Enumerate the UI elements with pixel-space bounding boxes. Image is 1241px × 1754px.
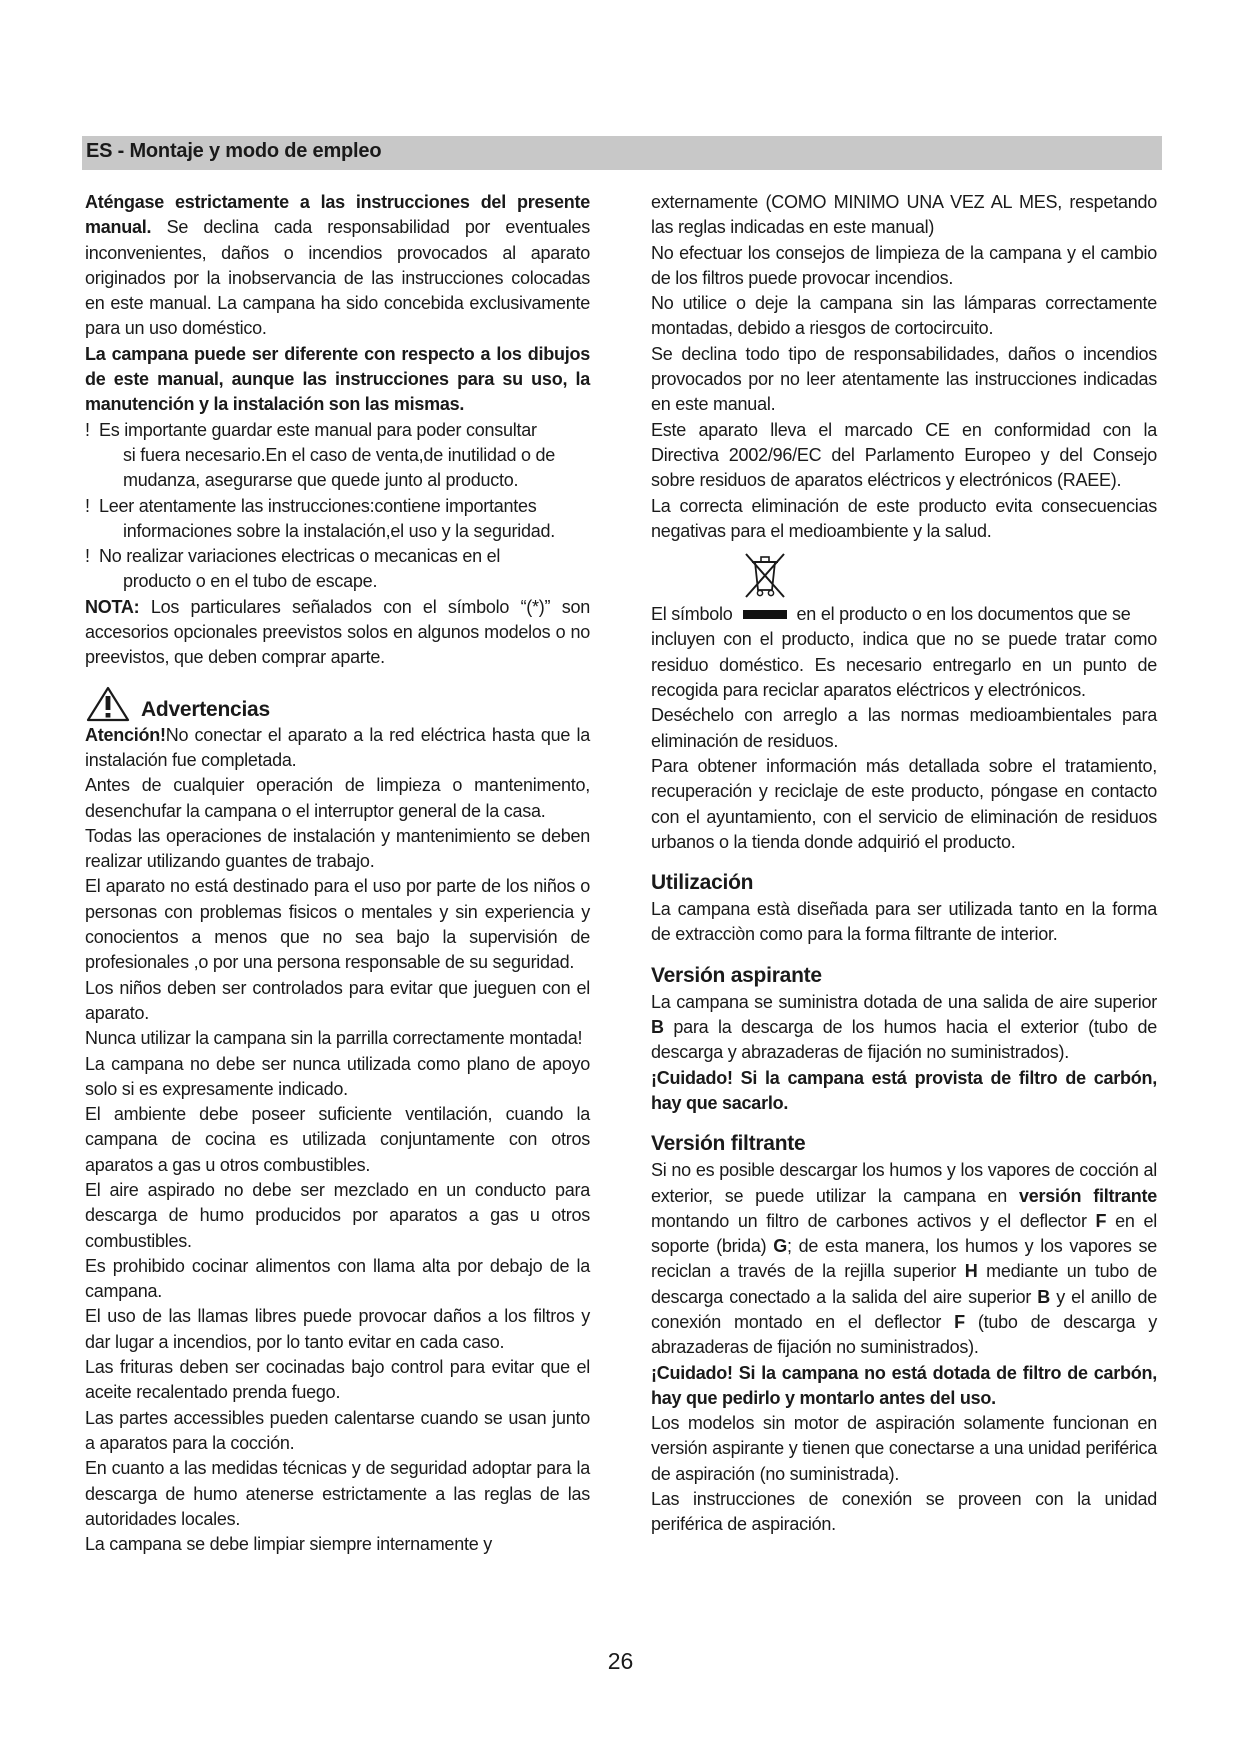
warning-paragraph: En cuanto a las medidas técnicas y de seguridad adoptar para la descarga de humo atenerse estrictamente a las reglas de las autoridades locales. xyxy=(85,1458,590,1529)
nota-text: Los particulares señalados con el símbolo “(*)” son accesorios opcionales preevistos solos en algunos modelos o no preevistos, que deben comprar aparte. xyxy=(85,596,590,668)
info-paragraph: No efectuar los consejos de limpieza de la campana y el cambio de los filtros puede provocar incendios. xyxy=(651,242,1157,288)
bullet-item xyxy=(85,494,590,519)
bullet-mark: ! xyxy=(85,546,90,567)
intro-paragraph xyxy=(85,190,590,342)
bullet-mark: ! xyxy=(85,495,90,516)
page-number: 26 xyxy=(607,1648,634,1674)
warning-paragraph: El uso de las llamas libres puede provocar daños a los filtros y dar lugar a incendios, por lo tanto evitar en cada caso. xyxy=(85,1306,590,1352)
bullet-continuation: informaciones sobre la instalación,el uso y la seguridad. xyxy=(123,520,555,541)
filter-text: mediante un tubo de descarga conectado a la salida del aire superior xyxy=(651,1261,1157,1307)
weee-paragraph: incluyen con el producto, indica que no se puede tratar como residuo doméstico. Es necesario entregarlo en un punto de recogida para reciclar aparatos eléctricos y electrónicos. xyxy=(651,629,1157,701)
weee-bar-icon xyxy=(743,610,787,619)
warning-paragraph: El ambiente debe poseer suficiente ventilación, cuando la campana de cocina es utilizada conjuntamente con otros aparatos a gas u otros combustibles. xyxy=(85,1104,590,1175)
section-header-bar xyxy=(82,136,1162,170)
recycling-info-paragraph: Para obtener información más detallada sobre el tratamiento, recuperación y reciclaje de este producto, póngase en contacto con el ayuntamiento, con el servicio de eliminación de residuos urbanos o la tienda donde adquirió el producto. xyxy=(651,755,1157,852)
part-letter: H xyxy=(964,1261,978,1282)
ce-paragraph: Este aparato lleva el marcado CE en conformidad con la Directiva 2002/96/EC del Parlamento Europeo y del Consejo sobre residuos de aparatos eléctricos y electrónicos (RAEE). xyxy=(651,419,1157,491)
filter-text: y el anillo de conexión montado en el deflector xyxy=(651,1286,1157,1332)
no-motor-paragraph: Los modelos sin motor de aspiración solamente funcionan en versión aspirante y tienen que conectarse a una unidad periférica de aspiración (no suministrada). xyxy=(651,1413,1157,1484)
attention-label: Atención! xyxy=(85,724,166,745)
warning-paragraph: Las partes accessibles pueden calentarse cuando se usan junto a aparatos para la cocción. xyxy=(85,1407,590,1453)
filter-heading: Versión filtrante xyxy=(651,1132,806,1156)
bullet-mark: ! xyxy=(85,419,90,440)
bullet-first-line: Leer atentamente las instrucciones:contiene importantes xyxy=(99,495,537,516)
warning-paragraph: Los niños deben ser controlados para evitar que jueguen con el aparato. xyxy=(85,977,590,1023)
extraction-heading: Versión aspirante xyxy=(651,963,822,987)
warning-paragraph: Todas las operaciones de instalación y mantenimiento se deben realizar utilizando guantes de trabajo. xyxy=(85,825,590,872)
part-letter: B xyxy=(651,1017,664,1038)
filter-text: ; de esta manera, los humos y los vapores se reciclan a través de la rejilla superior xyxy=(651,1236,1157,1282)
filter-text: en el soporte (brida) xyxy=(651,1210,1157,1257)
warnings-heading-text: Advertencias xyxy=(141,698,270,722)
warning-paragraph: Es prohibido cocinar alimentos con llama alta por debajo de la campana. xyxy=(85,1255,590,1302)
filter-text: Si no es posible descargar los humos y los vapores de cocción al exterior, se puede utilizar la campana en xyxy=(651,1160,1157,1206)
part-letter: G xyxy=(773,1236,787,1257)
extraction-text: La campana se suministra dotada de una salida de aire superior xyxy=(651,991,1157,1012)
right-column xyxy=(651,190,1157,1538)
drawings-note: La campana puede ser diferente con respecto a los dibujos de este manual, aunque las instrucciones para su uso, la manutención y la instalación son las mismas. xyxy=(85,343,590,415)
bullet-item xyxy=(85,544,590,569)
filter-bold: versión filtrante xyxy=(1019,1185,1157,1206)
warning-paragraph: Las frituras deben ser cocinadas bajo control para evitar que el aceite recalentado prenda fuego. xyxy=(85,1357,590,1403)
extraction-paragraph xyxy=(651,990,1157,1066)
left-column xyxy=(85,190,590,1557)
filter-paragraph xyxy=(651,1158,1157,1360)
info-paragraph: Se declina todo tipo de responsabilidades, daños o incendios provocados por no leer atentamente las instrucciones indicadas en este manual. xyxy=(651,343,1157,415)
weee-suffix: en el producto o en los documentos que se xyxy=(796,604,1131,625)
attention-text: No conectar el aparato a la red eléctrica hasta que la instalación fue completada. xyxy=(85,724,590,770)
warning-paragraph: La campana no debe ser nunca utilizada como plano de apoyo solo si es expresamente indicado. xyxy=(85,1053,590,1099)
cleaning-paragraph: externamente (COMO MINIMO UNA VEZ AL MES, respetando las reglas indicadas en este manual) xyxy=(651,192,1157,238)
dispose-paragraph: Deséchelo con arreglo a las normas medioambientales para eliminación de residuos. xyxy=(651,705,1157,751)
warning-triangle-icon xyxy=(85,685,131,723)
extraction-text: para la descarga de los humos hacia el exterior (tubo de descarga y abrazaderas de fijación no suministrados). xyxy=(651,1017,1157,1063)
use-paragraph: La campana està diseñada para ser utilizada tanto en la forma de extracciòn como para la forma filtrante de interior. xyxy=(651,899,1157,945)
connection-paragraph: Las instrucciones de conexión se proveen con la unidad periférica de aspiración. xyxy=(651,1489,1157,1535)
info-paragraph: No utilice o deje la campana sin las lámparas correctamente montadas, debido a riesgos de cortocircuito. xyxy=(651,293,1157,339)
warning-paragraph: Antes de cualquier operación de limpieza o mantenimento, desenchufar la campana o el interruptor general de la casa. xyxy=(85,775,590,821)
extraction-caution: ¡Cuidado! Si la campana está provista de filtro de carbón, hay que sacarlo. xyxy=(651,1067,1157,1113)
nota-paragraph xyxy=(85,595,590,671)
intro-text: Se declina cada responsabilidad por eventuales inconvenientes, daños o incendios provocados al aparato originados por la inobservancia de las instrucciones colocadas en este manual. La campana ha sido concebida exclusivamente para un uso doméstico. xyxy=(85,217,590,339)
weee-symbol-line xyxy=(651,602,1157,627)
disposal-paragraph: La correcta eliminación de este producto evita consecuencias negativas para el medioambiente y la salud. xyxy=(651,495,1157,541)
warning-paragraph: El aparato no está destinado para el uso por parte de los niños o personas con problemas fisicos o mentales y sin experiencia y conocientos a menos que no sea bajo la supervisión de profesionales ,o por una persona responsable de su seguridad. xyxy=(85,876,590,973)
use-heading: Utilización xyxy=(651,871,754,895)
bullet-continuation: si fuera necesario.En el caso de venta,de inutilidad o de mudanza, asegurarse que quede junto al producto. xyxy=(123,444,556,491)
warning-paragraph: La campana se debe limpiar siempre internamente y xyxy=(85,1534,492,1555)
weee-prefix: El símbolo xyxy=(651,604,733,625)
filter-caution: ¡Cuidado! Si la campana no está dotada de filtro de carbón, hay que pedirlo y montarlo antes del uso. xyxy=(651,1362,1157,1408)
bullet-item xyxy=(85,418,590,443)
part-letter: B xyxy=(1037,1286,1051,1307)
part-letter: F xyxy=(1095,1210,1107,1231)
weee-symbol-row xyxy=(651,550,1157,602)
warnings-heading xyxy=(85,685,590,723)
bullet-continuation: producto o en el tubo de escape. xyxy=(123,571,378,592)
filter-text: montando un filtro de carbones activos y el deflector xyxy=(651,1210,1096,1231)
attention-paragraph xyxy=(85,723,590,774)
filter-text: (tubo de descarga y abrazaderas de fijación no suministrados). xyxy=(651,1311,1157,1358)
warning-paragraph: El aire aspirado no debe ser mezclado en un conducto para descarga de humo producidos por aparatos a gas u otros combustibles. xyxy=(85,1179,590,1251)
bullet-first-line: No realizar variaciones electricas o mecanicas en el xyxy=(99,546,501,567)
crossed-out-bin-icon xyxy=(743,550,787,600)
nota-label: NOTA: xyxy=(85,596,140,617)
bullet-first-line: Es importante guardar este manual para poder consultar xyxy=(99,419,537,440)
section-title: ES - Montaje y modo de empleo xyxy=(86,140,382,162)
intro-bold: Aténgase estrictamente a las instrucciones del presente manual. xyxy=(85,192,590,238)
warning-paragraph: Nunca utilizar la campana sin la parrilla correctamente montada! xyxy=(85,1028,583,1049)
part-letter: F xyxy=(954,1311,965,1332)
